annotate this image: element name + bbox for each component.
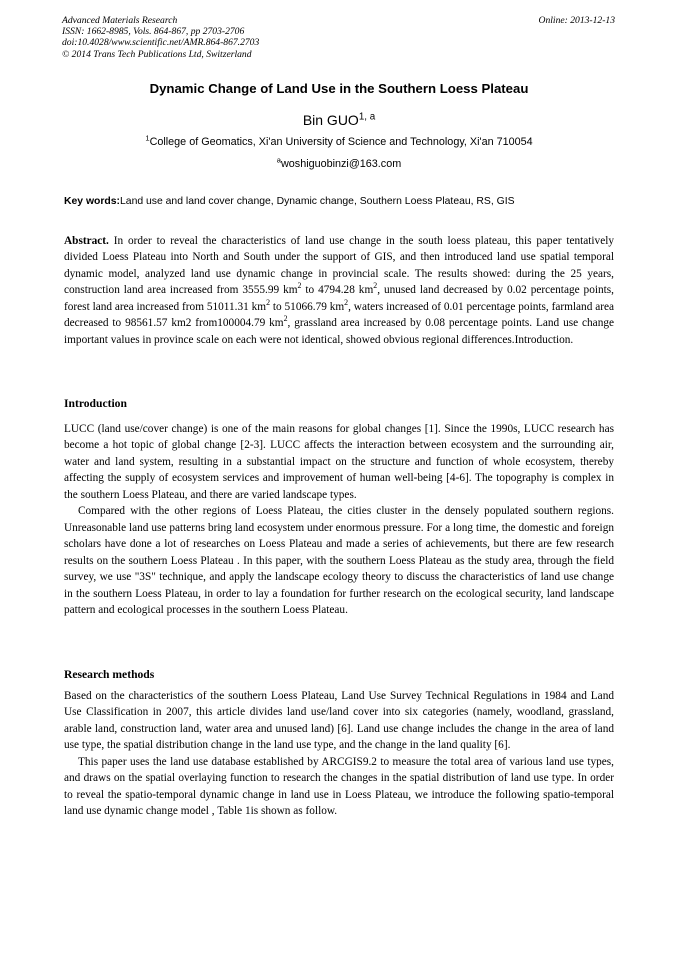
email-line [0, 155, 678, 170]
affiliation-sup: 1 [145, 133, 150, 143]
methods-paragraph-1: Based on the characteristics of the southern Loess Plateau, Land Use Survey Technical Regulations in 1984 and Land Use Classification in 2007, this article divides land use/land cover into six categories (namely, woodland, grassland, arable land, construction land, water area and unused land) [6]. Land use change includes the change in the area of land use type, the spatial distribution change in the land use type, and the change in the land quality [6]. [64, 690, 614, 752]
paper-title: Dynamic Change of Land Use in the Southern Loess Plateau [149, 81, 529, 96]
methods-heading: Research methods [64, 668, 155, 681]
abstract-sup-4: 2 [344, 298, 349, 308]
abstract [64, 233, 614, 348]
abstract-label: Abstract. [64, 235, 109, 247]
abstract-text-6: , grassland area increased by 0.08 percentage points. Land use change important values in province scale on each were not identical, showed obvious regional differences.Introduction. [64, 317, 615, 346]
journal-name: Advanced Materials Research [62, 15, 178, 26]
methods-paragraph-2: This paper uses the land use database established by ARCGIS9.2 to measure the total area of various land use types, and draws on the spatial overlaying function to research the changes in the spatial distribution of land use type. In order to reveal the spatio-temporal dynamic change in land use in Loess Plateau, we introduce the following spatio-temporal land use dynamic change model , Table 1is shown as follow. [64, 755, 614, 818]
journal-header [62, 15, 259, 60]
email-address[interactable]: woshiguobinzi@163.com [281, 158, 402, 170]
issn-line: ISSN: 1662-8985, Vols. 864-867, pp 2703-2706 [62, 26, 245, 38]
introduction-paragraph-1: LUCC (land use/cover change) is one of the main reasons for global changes [1]. Since the 1990s, LUCC research has become a hot topic of global change [2-3]. LUCC affects the interaction between ecosystem and the surrounding air, water and land system, resulting in a substantial impact on the structure and function of whole ecosystem, thereby affecting the supply of ecosystem services and improvement of human well-being [4-6]. The topography is complex in the southern Loess Plateau, and there are varied landscape types. [64, 423, 614, 501]
online-date: Online: 2013-12-13 [538, 15, 615, 26]
author-name: Bin GUO [302, 112, 359, 128]
abstract-text-5: , waters increased of 0.01 percentage points, farmland area decreased to 98561.57 km2 from100004.79 km [64, 300, 615, 330]
abstract-sup-5: 2 [283, 314, 288, 324]
copyright-line: © 2014 Trans Tech Publications Ltd, Switzerland [62, 48, 252, 60]
abstract-sup-3: 2 [266, 298, 271, 308]
doi-line: doi:10.4028/www.scientific.net/AMR.864-867.2703 [62, 37, 260, 49]
email-sup: a [276, 155, 281, 165]
affiliation-text: College of Geomatics, Xi'an University of Science and Technology, Xi'an 710054 [149, 136, 533, 148]
keywords-label: Key words: [64, 196, 121, 207]
methods-section [64, 688, 614, 820]
introduction-paragraph-2: Compared with the other regions of Loess Plateau, the cities cluster in the densely populated southern regions. Unreasonable land use patterns bring land ecosystem under enormous pressure. For a long time, the domestic and foreign scholars have done a lot of researches on Loess Plateau and made a series of achievements, but there are few research results on the southern Loess Plateau . In this paper, with the southern Loess Plateau as the study area, through the field survey, we use "3S" technique, and apply the landscape ecology theory to discuss the characteristics of land use change in the southern Loess Plateau, in order to lay a foundation for further research on the ecological security, land landscape pattern and ecological processes in the southern Loess Plateau. [64, 505, 614, 616]
keywords [64, 196, 624, 207]
abstract-text-4: to 51066.79 km [270, 300, 345, 313]
abstract-sup-1: 2 [297, 281, 302, 291]
keywords-text: Land use and land cover change, Dynamic change, Southern Loess Plateau, RS, GIS [120, 196, 515, 207]
introduction-heading: Introduction [64, 397, 127, 410]
abstract-text-2: to 4794.28 km [301, 284, 374, 297]
abstract-text-3: , unused land decreased by 0.02 percentage points, forest land area increased from 51011.31 km [64, 284, 615, 313]
introduction-section [64, 421, 614, 618]
affiliation [0, 133, 678, 148]
abstract-paragraph [64, 233, 614, 348]
abstract-text-1: In order to reveal the characteristics of land use change in the south loess plateau, this paper tentatively divided Loess Plateau into North and South under the support of GIS, and then introduced land use spatial temporal dynamic model, analyzed land use dynamic change in provincial scale. The results showed: during the 25 years, construction land area increased from 3555.99 km [64, 235, 614, 297]
author-line [0, 112, 678, 128]
abstract-sup-2: 2 [373, 281, 378, 291]
author-sup: 1, a [358, 111, 376, 123]
